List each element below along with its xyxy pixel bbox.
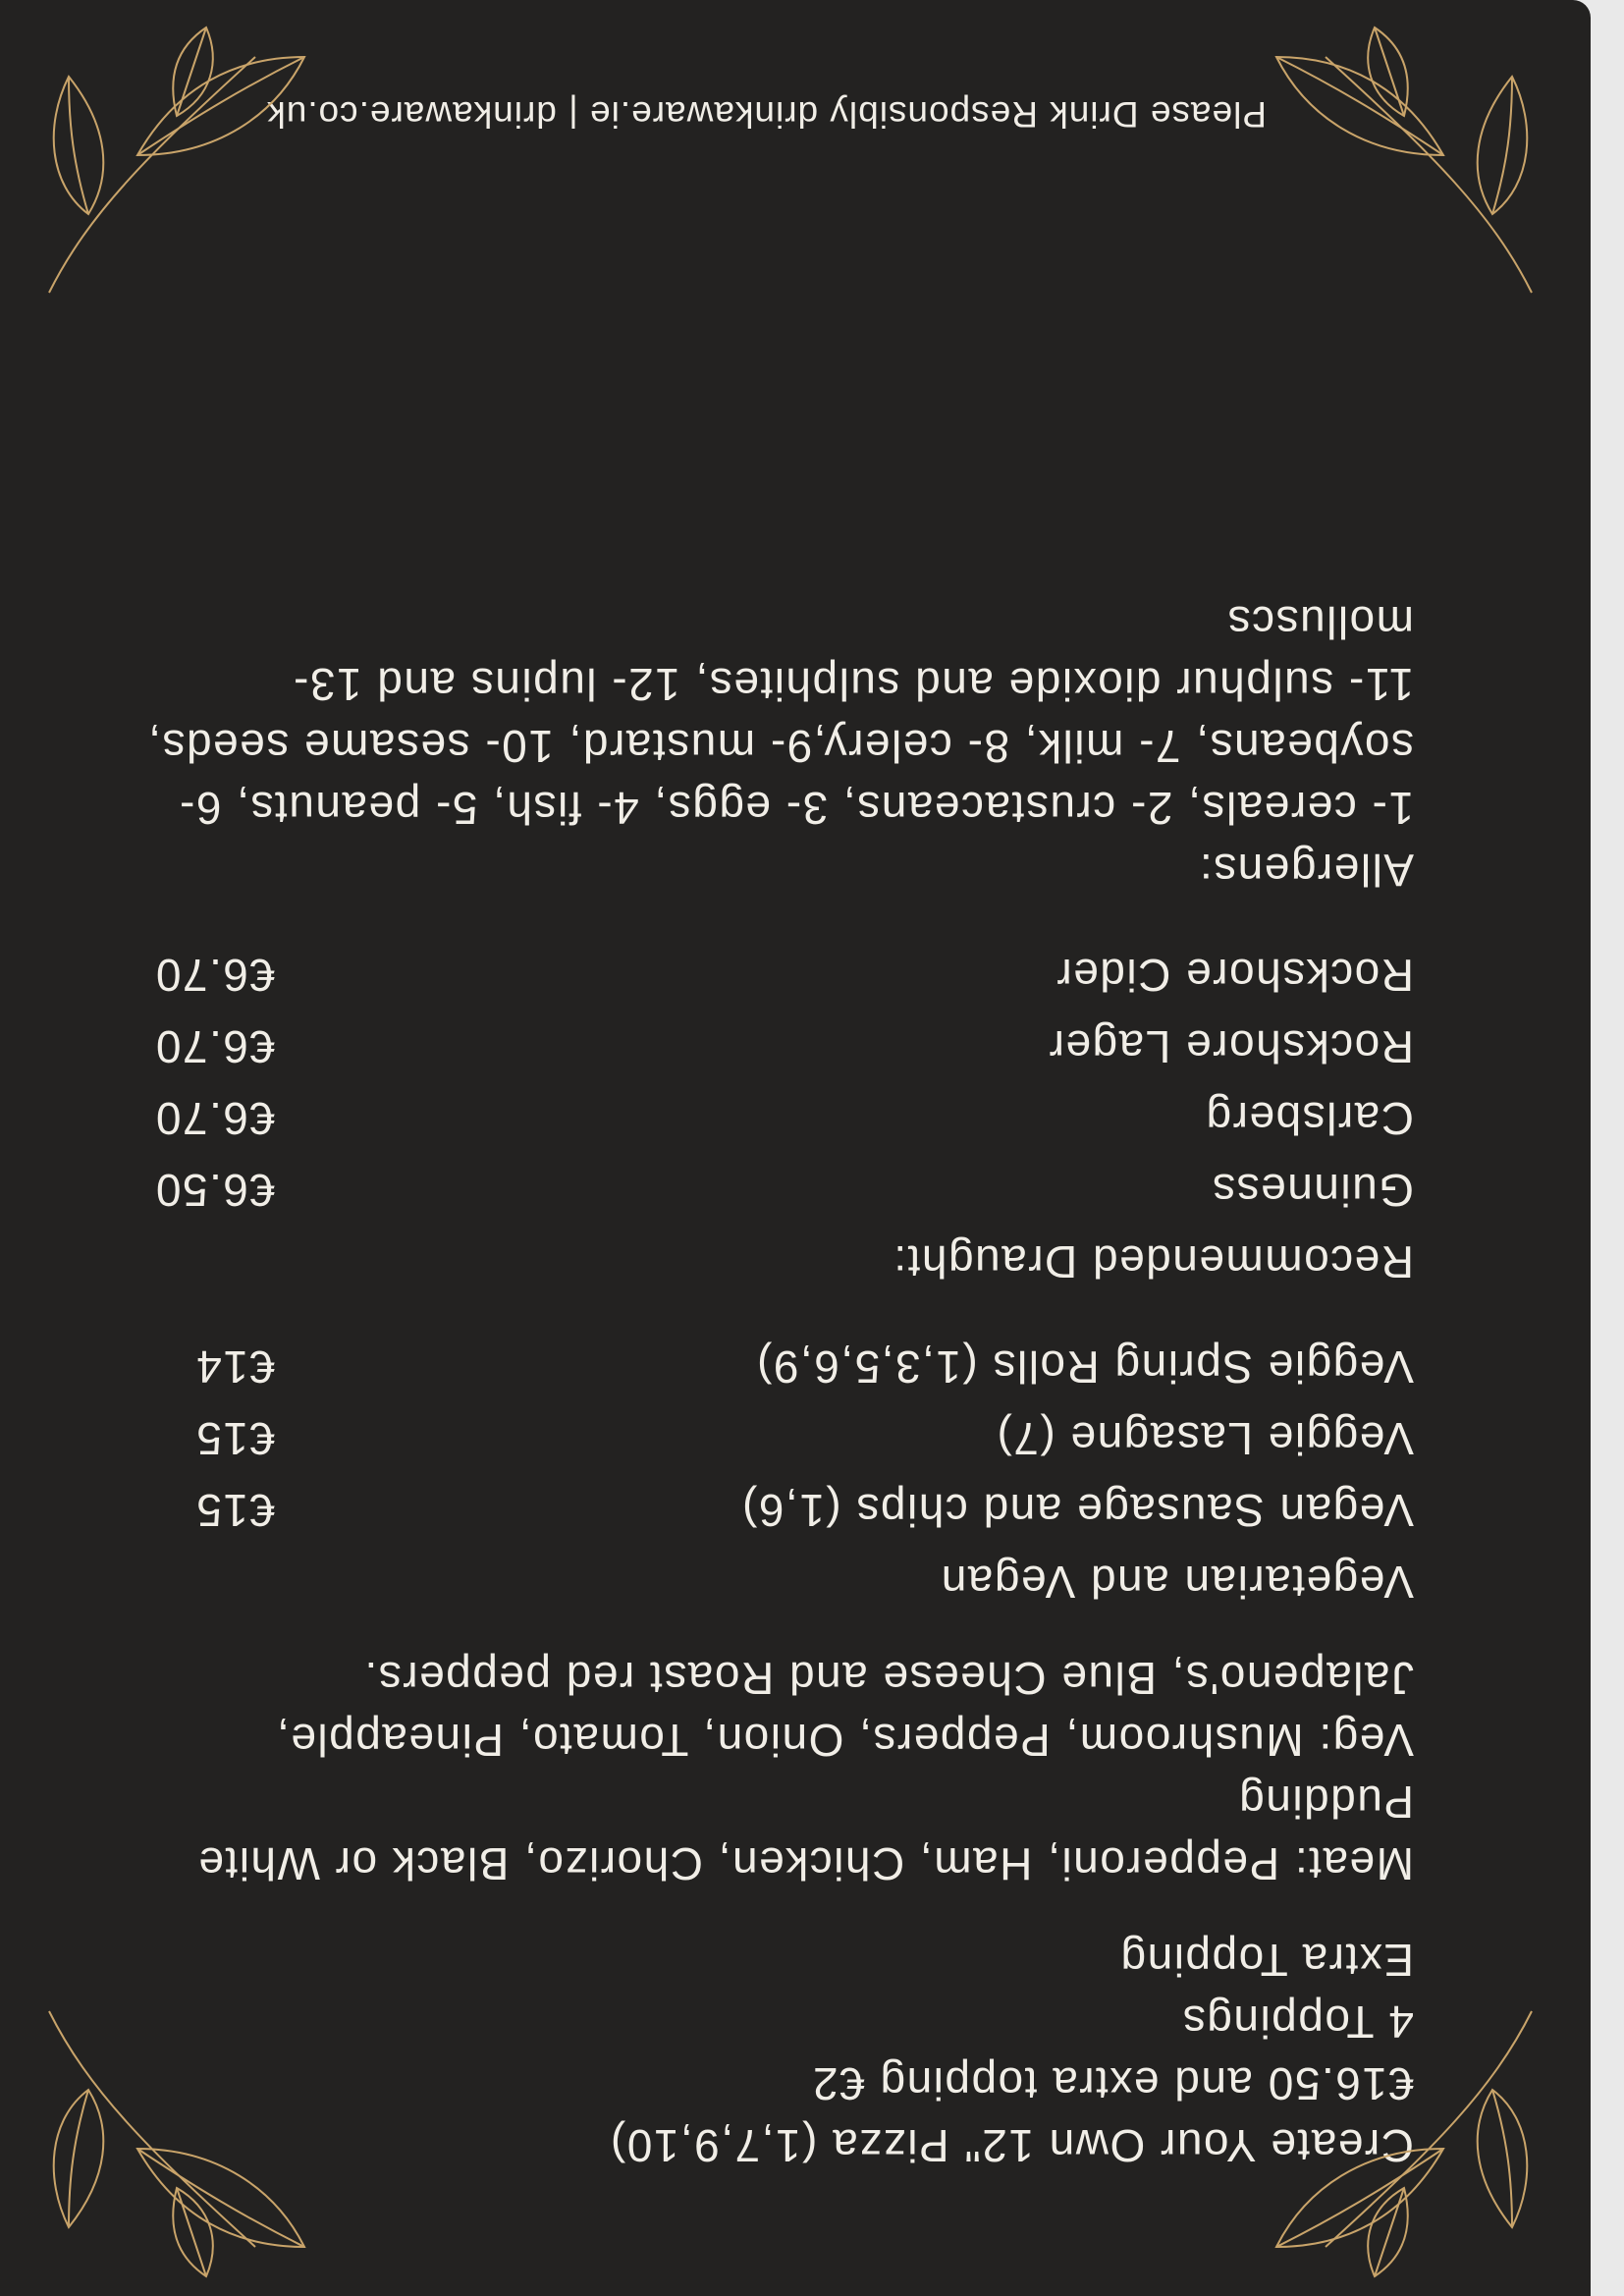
allergens-line: 1- cereals, 2- crustaceans, 3- eggs, 4- fish, 5- peanuts, 6- <box>178 783 1414 834</box>
pizza-meat-line: Meat: Pepperoni, Ham, Chicken, Chorizo, Black or White <box>196 1838 1414 1889</box>
menu-item-name: Veggie Lasagne (7) <box>996 1413 1414 1464</box>
menu-item-price: €14 <box>194 1341 275 1393</box>
drink-name: Rockshore Cider <box>1055 950 1414 1001</box>
allergens-line: 11- sulphur dioxide and sulphites, 12- lupins and 13- <box>292 659 1414 710</box>
pizza-price-line: €16.50 and extra topping €2 <box>811 2058 1414 2109</box>
pizza-veg-line-cont: Jalapeno's, Blue Cheese and Roast red peppers. <box>363 1653 1414 1704</box>
menu-item-price: €15 <box>194 1413 275 1464</box>
drink-name: Rockshore Lager <box>1048 1021 1414 1072</box>
pizza-veg-line: Veg: Mushroom, Peppers, Onion, Tomato, Pineapple, <box>275 1715 1414 1766</box>
allergens-heading: Allergens: <box>1198 845 1414 896</box>
drink-name: Carlsberg <box>1205 1093 1414 1144</box>
draught-heading: Recommended Draught: <box>892 1236 1414 1287</box>
drink-price: €6.50 <box>154 1165 275 1216</box>
pizza-title: Create Your Own 12" Pizza (1,7,9,10) <box>609 2120 1414 2171</box>
drink-price: €6.70 <box>154 1021 275 1072</box>
drink-name: Guinness <box>1211 1165 1414 1216</box>
leaf-ornament-icon <box>29 18 324 302</box>
menu-item-price: €15 <box>194 1485 275 1536</box>
drink-responsibly-note: Please Drink Responsibly drinkaware.ie | drinkaware.co.uk <box>266 94 1267 135</box>
drink-price: €6.70 <box>154 1093 275 1144</box>
pizza-extra-topping: Extra Topping <box>1119 1935 1414 1986</box>
leaf-ornament-icon <box>29 2001 324 2286</box>
vegetarian-heading: Vegetarian and Vegan <box>940 1557 1414 1608</box>
drink-price: €6.70 <box>154 950 275 1001</box>
leaf-ornament-icon <box>1257 2001 1551 2286</box>
menu-item-name: Vegan Sausage and chips (1,6) <box>740 1485 1414 1536</box>
allergens-line: molluscs <box>1226 597 1414 648</box>
pizza-meat-line-cont: Pudding <box>1237 1777 1414 1828</box>
leaf-ornament-icon <box>1257 18 1551 302</box>
menu-item-name: Veggie Spring Rolls (1,3,5,6,9) <box>755 1341 1414 1393</box>
allergens-line: soybeans, 7- milk, 8- celery,9- mustard, 10- sesame seeds, <box>146 721 1414 772</box>
pizza-toppings-count: 4 Toppings <box>1181 1996 1414 2048</box>
